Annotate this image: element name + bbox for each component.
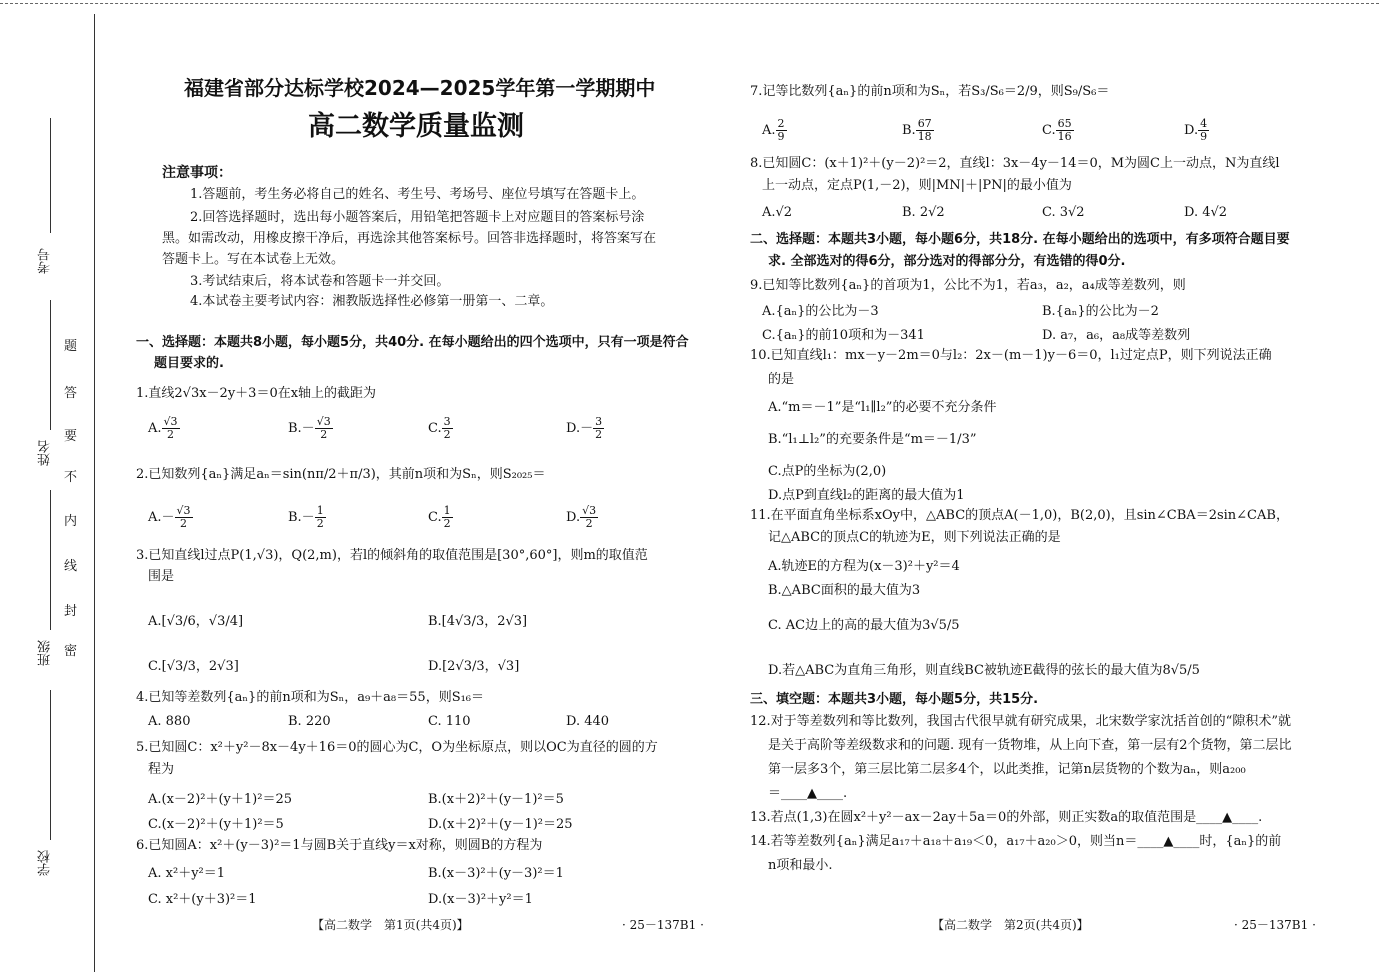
section-3-heading: 三、填空题：本题共3小题，每小题5分，共15分. [750,692,1039,707]
q10-stem: 10.已知直线l₁：mx－y－2m＝0与l₂：2x－(m－1)y－6＝0，l₁过定点P，则下列说法正确 [750,348,1272,363]
notice-line: 4.本试卷主要考试内容：湘教版选择性必修第一册第一、二章。 [190,294,554,309]
q2-stem: 2.已知数列{aₙ}满足aₙ＝sin(nπ/2＋π/3)，其前n项和为Sₙ，则S₂₀₂₅＝ [136,467,546,482]
q1-option-a: A. $\frac{√3}{2}$ [148,415,178,441]
seal-char: 内 [64,514,78,529]
seal-char: 答 [64,386,78,401]
q8-option-c: C. 3√2 [1042,205,1085,220]
notice-line: 1.答题前，考生务必将自己的姓名、考生号、考场号、座位号填写在答题卡上。 [190,187,645,202]
q4-option-a: A. 880 [148,714,191,729]
section-2-heading-cont: 求. 全部选对的得6分，部分选对的得部分分，有选错的得0分. [768,254,1126,269]
notice-heading: 注意事项： [162,165,232,181]
q7-option-d: D. $\frac{4}{9}$ [1184,117,1208,143]
q3-option-b: B.[4√3/3，2√3] [428,614,528,629]
seal-char: 不 [64,470,78,485]
q3-stem: 3.已知直线l过点P(1,√3)，Q(2,m)，若l的倾斜角的取值范围是[30°,60°]，则m的取值范 [136,548,648,563]
seal-char: 密 [64,644,78,659]
q6-option-b: B.(x－3)²＋(y－3)²＝1 [428,866,564,881]
q2-option-c: C. $\frac{1}{2}$ [428,504,451,530]
q11-option-b: B.△ABC面积的最大值为3 [768,583,921,598]
q12-line-4: ＝____▲____. [768,786,848,801]
q5-option-d: D.(x＋2)²＋(y－1)²＝25 [428,817,573,832]
q2-option-b: B.－ $\frac{1}{2}$ [288,504,324,530]
q7-option-b: B. $\frac{67}{18}$ [902,117,932,143]
q8-option-b: B. 2√2 [902,205,945,220]
q3-option-d: D.[2√3/3，√3] [428,659,520,674]
notice-line: 2.回答选择题时，选出每小题答案后，用铅笔把答题卡上对应题目的答案标号涂 [190,210,645,225]
q11-option-c: C. AC边上的高的最大值为3√5/5 [768,618,960,633]
seal-char: 线 [64,559,78,574]
q7-stem: 7.记等比数列{aₙ}的前n项和为Sₙ，若S₃/S₆＝2/9，则S₉/S₆＝ [750,84,1110,99]
seal-char: 要 [64,429,78,444]
seal-char: 题 [64,339,78,354]
school-line [50,690,51,840]
q8-option-d: D. 4√2 [1184,205,1228,220]
footer-page-2: 【高二数学 第2页(共4页)】 [932,918,1089,932]
section-2-heading: 二、选择题：本题共3小题，每小题6分，共18分. 在每小题给出的选项中，有多项符合题目要 [750,232,1290,247]
kaohao-line [50,118,51,233]
q5-option-b: B.(x＋2)²＋(y－1)²＝5 [428,792,564,807]
section-1-heading: 一、选择题：本题共8小题，每小题5分，共40分. 在每小题给出的四个选项中，只有一项是符合 [136,335,689,350]
q10-option-d: D.点P到直线l₂的距离的最大值为1 [768,488,965,503]
q3-option-c: C.[√3/3，2√3] [148,659,239,674]
q5-option-c: C.(x－2)²＋(y＋1)²＝5 [148,817,284,832]
q7-option-c: C. $\frac{65}{16}$ [1042,117,1072,143]
q12-line-1: 12.对于等差数列和等比数列，我国古代很早就有研究成果，北宋数学家沈括首创的“隙积术”就 [750,714,1291,729]
q7-option-a: A. $\frac{2}{9}$ [762,117,785,143]
q1-option-c: C. $\frac{3}{2}$ [428,415,451,441]
top-cut-line [0,3,1379,4]
q1-stem: 1.直线2√3x－2y＋3＝0在x轴上的截距为 [136,386,377,401]
q3-option-a: A.[√3/6，√3/4] [148,614,244,629]
q9-option-c: C.{aₙ}的前10项和为－341 [762,328,925,343]
q11-option-a: A.轨迹E的方程为(x－3)²＋y²＝4 [768,559,960,574]
q4-stem: 4.已知等差数列{aₙ}的前n项和为Sₙ，a₉＋a₈＝55，则S₁₆＝ [136,690,485,705]
q2-option-d: D. $\frac{√3}{2}$ [566,504,597,530]
q13-stem: 13.若点(1,3)在圆x²＋y²－ax－2ay＋5a＝0的外部，则正实数a的取值范围是____▲____. [750,810,1263,825]
q1-option-d: D.－ $\frac{3}{2}$ [566,415,603,441]
q11-option-d: D.若△ABC为直角三角形，则直线BC被轨迹E截得的弦长的最大值为8√5/5 [768,663,1200,678]
q6-stem: 6.已知圆A：x²＋(y－3)²＝1与圆B关于直线y＝x对称，则圆B的方程为 [136,838,543,853]
q10-option-a: A.“m＝－1”是“l₁∥l₂”的必要不充分条件 [768,400,997,415]
q11-stem-cont: 记△ABC的顶点C的轨迹为E，则下列说法正确的是 [768,530,1061,545]
q11-stem: 11.在平面直角坐标系xOy中，△ABC的顶点A(－1,0)，B(2,0)，且sin∠CBA＝2sin∠CAB， [750,508,1289,523]
q9-option-a: A.{aₙ}的公比为－3 [762,304,879,319]
name-line [50,300,51,430]
exam-subtitle: 高二数学质量监测 [308,111,524,142]
notice-line: 3.考试结束后，将本试卷和答题卡一并交回。 [190,274,450,289]
q14-line-1: 14.若等差数列{aₙ}满足a₁₇＋a₁₈＋a₁₉＜0，a₁₇＋a₂₀＞0，则当n＝____▲____时，{aₙ}的前 [750,834,1282,849]
q6-option-d: D.(x－3)²＋y²＝1 [428,892,533,907]
class-label: 班级 [38,640,53,666]
q5-stem: 5.已知圆C：x²＋y²－8x－4y＋16＝0的圆心为C，O为坐标原点，则以OC为直径的圆的方 [136,740,658,755]
seal-char: 封 [64,604,78,619]
footer-code-1: · 25－137B1 · [622,918,704,932]
q9-stem: 9.已知等比数列{aₙ}的首项为1，公比不为1，若a₃，a₂，a₄成等差数列，则 [750,278,1186,293]
school-label: 学校 [38,850,53,876]
q4-option-c: C. 110 [428,714,471,729]
name-label: 姓名 [38,440,53,466]
footer-code-2: · 25－137B1 · [1234,918,1316,932]
class-line [50,490,51,630]
q12-line-3: 第一层多3个，第三层比第二层多4个，以此类推，记第n层货物的个数为aₙ，则a₂₀₀ [768,762,1246,777]
q12-line-2: 是关于高阶等差级数求和的问题. 现有一货物堆，从上向下查，第一层有2个货物，第二层比 [768,738,1292,753]
q10-option-b: B.“l₁⊥l₂”的充要条件是“m＝－1/3” [768,432,977,447]
binding-line [94,14,95,972]
binding-strip [0,0,96,972]
q8-option-a: A.√2 [762,205,793,220]
section-1-heading-cont: 题目要求的. [154,356,224,371]
q4-option-b: B. 220 [288,714,331,729]
q10-option-c: C.点P的坐标为(2,0) [768,464,887,479]
q4-option-d: D. 440 [566,714,610,729]
q8-stem: 8.已知圆C：(x＋1)²＋(y－2)²＝2，直线l：3x－4y－14＝0，M为圆C上一动点，N为直线l [750,156,1280,171]
q9-option-b: B.{aₙ}的公比为－2 [1042,304,1159,319]
q5-option-a: A.(x－2)²＋(y＋1)²＝25 [148,792,292,807]
footer-page-1: 【高二数学 第1页(共4页)】 [312,918,469,932]
q3-stem-cont: 围是 [148,569,175,584]
kaohao-label: 考号 [38,248,53,274]
q8-stem-cont: 上一动点，定点P(1,－2)，则|MN|＋|PN|的最小值为 [762,178,1072,193]
notice-line: 黑。如需改动，用橡皮擦干净后，再选涂其他答案标号。回答非选择题时，将答案写在 [162,231,657,246]
q6-option-a: A. x²＋y²＝1 [148,866,226,881]
q2-option-a: A.－ $\frac{√3}{2}$ [148,504,191,530]
q6-option-c: C. x²＋(y＋3)²＝1 [148,892,257,907]
q14-line-2: n项和最小. [768,858,833,873]
q9-option-d: D. a₇，a₆，a₈成等差数列 [1042,328,1191,343]
exam-title: 福建省部分达标学校2024—2025学年第一学期期中 [184,76,656,100]
q10-stem-cont: 的是 [768,372,795,387]
q5-stem-cont: 程为 [148,762,175,777]
q1-option-b: B.－ $\frac{√3}{2}$ [288,415,331,441]
notice-line: 答题卡上。写在本试卷上无效。 [162,252,345,267]
